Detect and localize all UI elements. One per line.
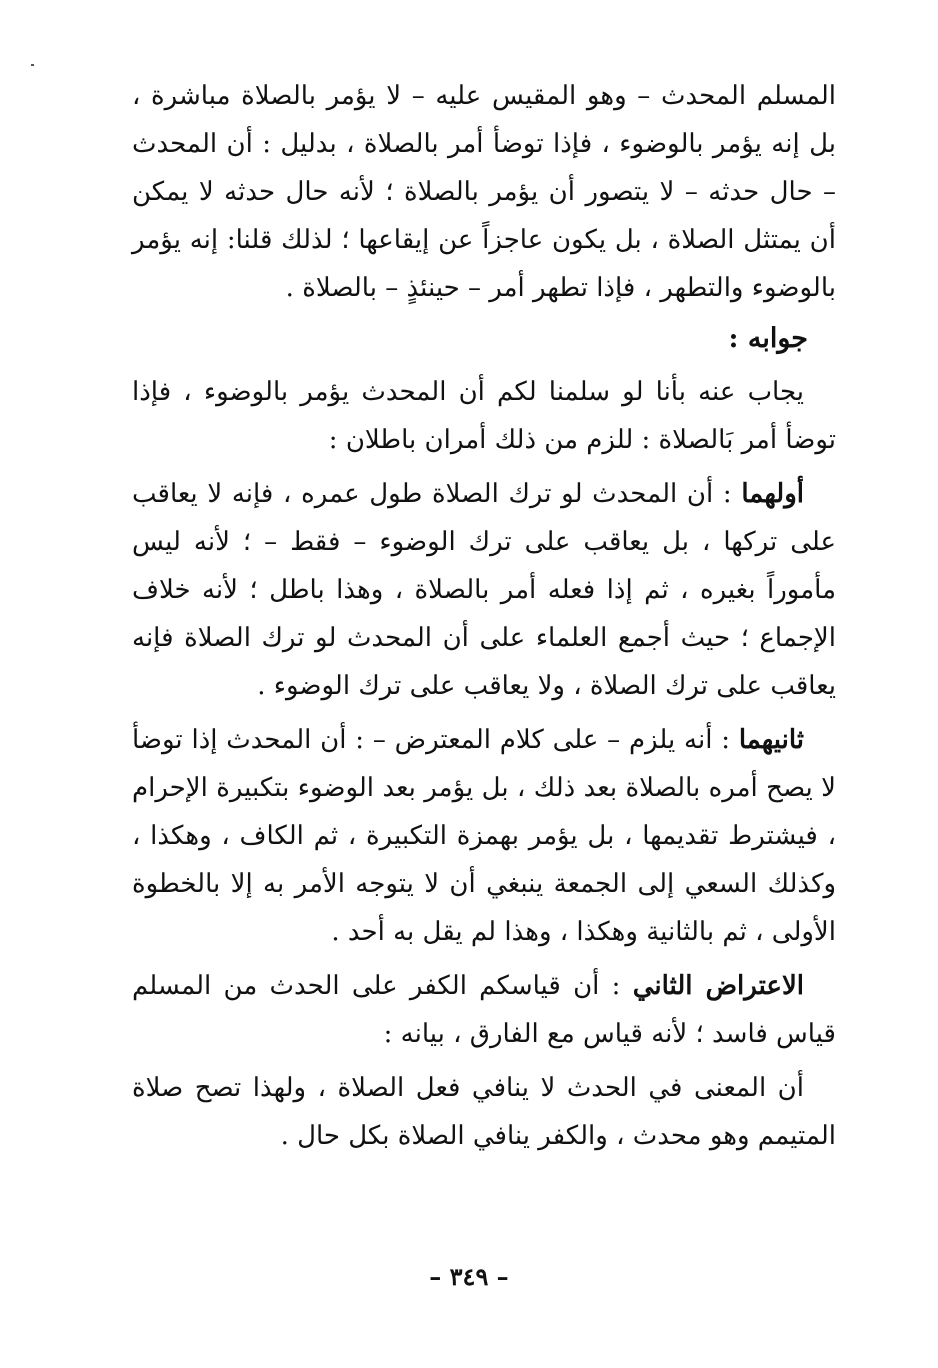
paragraph-explanation-text: أن المعنى في الحدث لا ينافي فعل الصلاة ، ولهذا تصح صلاة المتيمم وهو محدث ، والكفر ينافي الصلاة بكل حال . bbox=[132, 1073, 836, 1151]
scan-speck bbox=[31, 64, 34, 66]
paragraph-intro-text: المسلم المحدث – وهو المقيس عليه – لا يؤمر بالصلاة مباشرة ، بل إنه يؤمر بالوضوء ، فإذا توضأ أمر بالصلاة ، بدليل : أن المحدث – حال حدثه – لا يتصور أن يؤمر بالصلاة ؛ لأنه حال حدثه لا يمكن أن يمتثل الصلاة ، بل يكون عاجزاً عن إيقاعها ؛ لذلك قلنا: إنه يؤمر بالوضوء والتطهر ، فإذا تطهر أمر – حينئذٍ – بالصلاة . bbox=[132, 81, 836, 303]
paragraph-explanation bbox=[132, 1064, 836, 1160]
first-point-lead: أولهما bbox=[741, 479, 804, 509]
page-body bbox=[132, 72, 836, 1160]
paragraph-second-point bbox=[132, 716, 836, 956]
paragraph-second-objection bbox=[132, 962, 836, 1058]
first-point-text: : أن المحدث لو ترك الصلاة طول عمره ، فإنه لا يعاقب على تركها ، بل يعاقب على ترك الوضوء – فقط – ؛ لأنه ليس مأموراً بغيره ، ثم إذا فعله أمر بالصلاة ، وهذا باطل ؛ لأنه خلاف الإجماع ؛ حيث أجمع العلماء على أن المحدث لو ترك الصلاة فإنه يعاقب على ترك الصلاة ، ولا يعاقب على ترك الوضوء . bbox=[132, 479, 836, 701]
second-objection-text: : أن قياسكم الكفر على الحدث من المسلم قياس فاسد ؛ لأنه قياس مع الفارق ، بيانه : bbox=[132, 971, 836, 1049]
page-number: – ٣٤٩ – bbox=[429, 1262, 509, 1291]
paragraph-intro bbox=[132, 72, 836, 312]
answer-heading: جوابه : bbox=[728, 323, 808, 354]
second-point-text: : أنه يلزم – على كلام المعترض – : أن المحدث إذا توضأ لا يصح أمره بالصلاة بعد ذلك ، بل يؤمر بعد الوضوء بتكبيرة الإحرام ، فيشترط تقديمها ، بل يؤمر بهمزة التكبيرة ، ثم الكاف ، وهكذا ، وكذلك السعي إلى الجمعة ينبغي أن لا يتوجه الأمر به إلا بالخطوة الأولى ، ثم بالثانية وهكذا ، وهذا لم يقل به أحد . bbox=[132, 725, 836, 947]
second-point-lead: ثانيهما bbox=[738, 725, 804, 755]
paragraph-answer bbox=[132, 368, 836, 464]
paragraph-answer-text: يجاب عنه بأنا لو سلمنا لكم أن المحدث يؤمر بالوضوء ، فإذا توضأ أمر بَالصلاة : للزم من ذلك أمران باطلان : bbox=[132, 377, 836, 455]
paragraph-first-point bbox=[132, 470, 836, 710]
second-objection-lead: الاعتراض الثاني bbox=[632, 971, 804, 1001]
